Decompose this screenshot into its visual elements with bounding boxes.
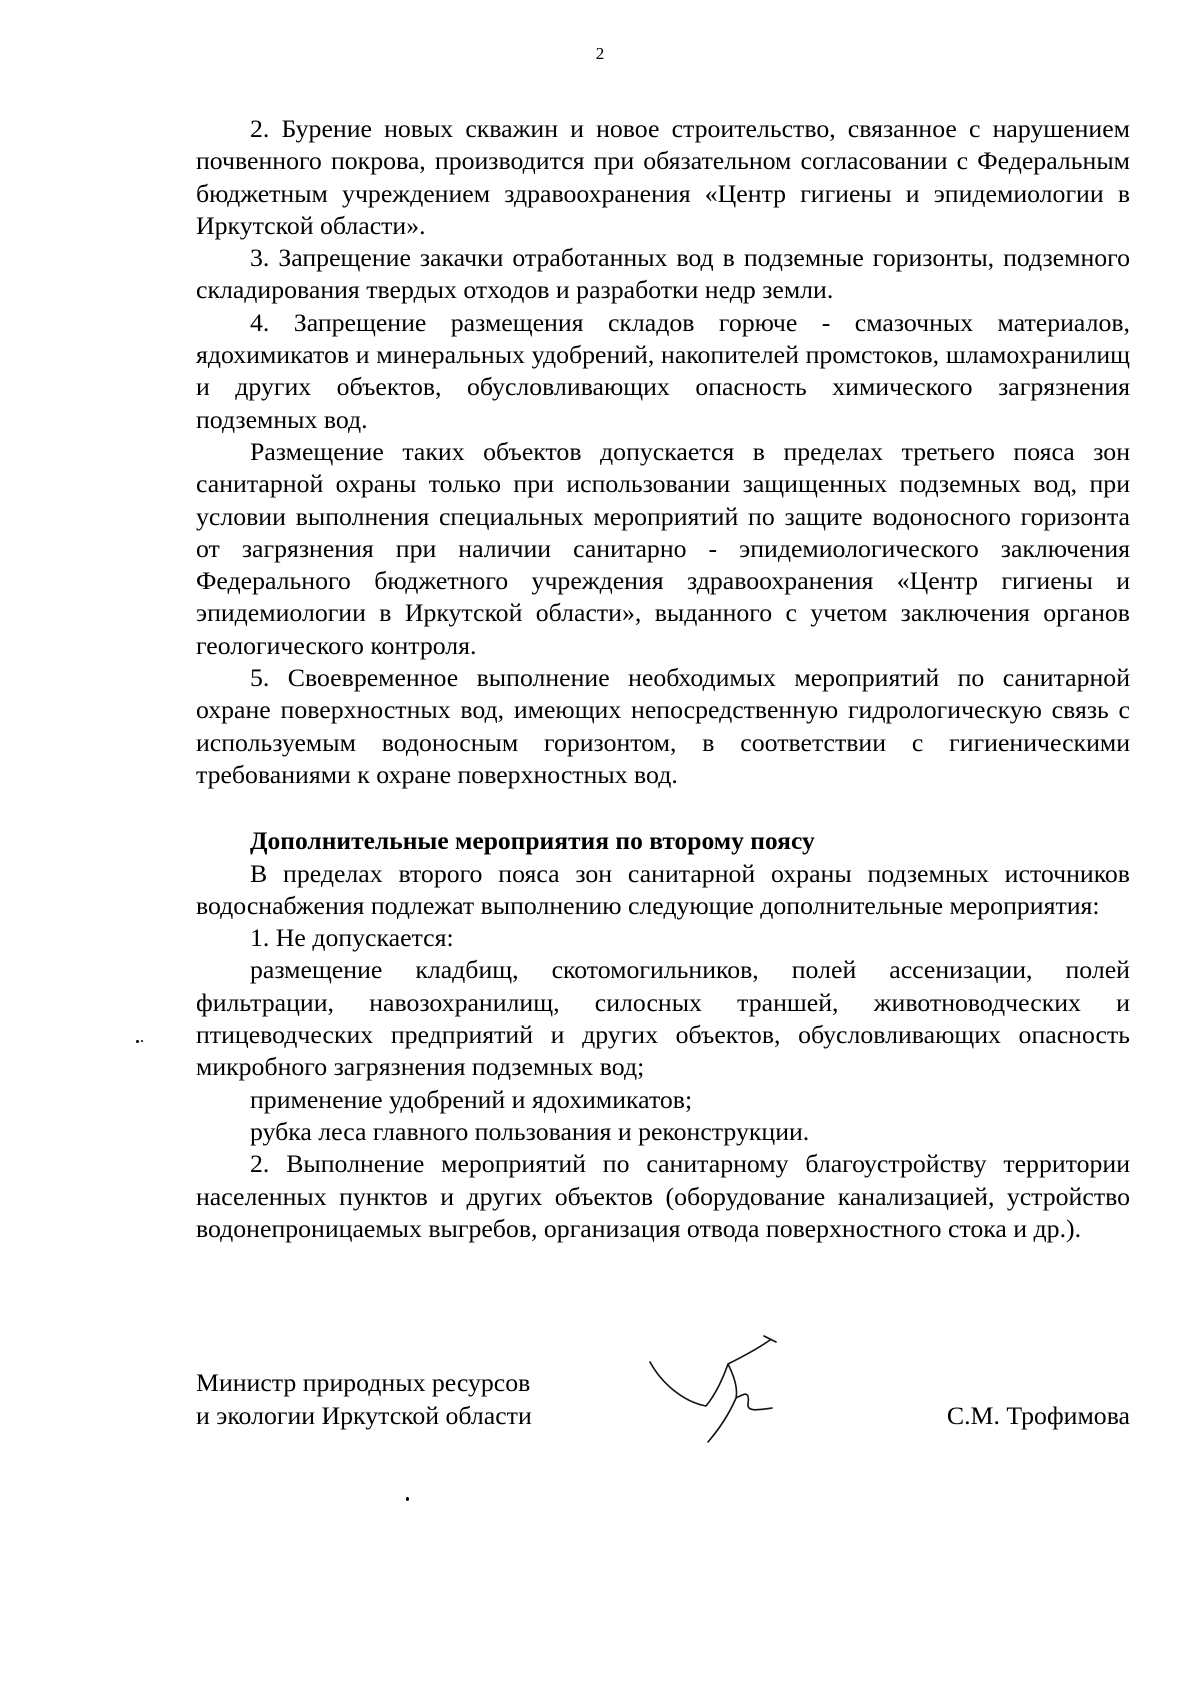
paragraph-item-4: 4. Запрещение размещения складов горюче - смазочных материалов, ядохимикатов и минеральных удобрений, накопителей промстоков, шламохранилищ и других объектов, обусловливающих опасность химического загрязнения подземных вод. <box>196 307 1130 434</box>
section-item-2: 2. Выполнение мероприятий по санитарному благоустройству территории населенных пунктов и других объектов (оборудование канализацией, устройство водонепроницаемых выгребов, организация отвода поверхностного стока и др.). <box>196 1149 1130 1243</box>
section-heading: Дополнительные мероприятия по второму поясу <box>250 826 815 856</box>
paragraph-placement-conditions: Размещение таких объектов допускается в пределах третьего пояса зон санитарной охраны только при использовании защищенных подземных вод, при условии выполнения специальных мероприятий по защите водоносного горизонта от загрязнения при наличии санитарно - эпидемиологического заключения Федерального бюджетного учреждения здравоохранения «Центр гигиены и эпидемиологии в Иркутской области», выданного с учетом заключения органов геологического контроля. <box>196 436 1130 660</box>
section-intro: В пределах второго пояса зон санитарной охраны подземных источников водоснабжения подлежат выполнению следующие дополнительные мероприятия: <box>196 858 1130 920</box>
handwritten-signature <box>644 1332 786 1446</box>
signature-block <box>196 1366 1130 1456</box>
section-prohibited-fertilizers: применение удобрений и ядохимикатов; <box>250 1084 693 1114</box>
section-prohibited-placement: размещение кладбищ, скотомогильников, полей ассенизации, полей фильтрации, навозохранилищ, силосных траншей, животноводческих и птицеводческих предприятий и других объектов, обусловливающих опасность микробного загрязнения подземных вод; <box>196 955 1130 1082</box>
scan-speck <box>141 1040 143 1042</box>
paragraph-item-3: 3. Запрещение закачки отработанных вод в подземные горизонты, подземного складирования твердых отходов и разработки недр земли. <box>196 243 1130 305</box>
signatory-title-line-1: Министр природных ресурсов <box>196 1368 531 1397</box>
document-body <box>196 113 1130 1245</box>
signatory-name: С.М. Трофимова <box>946 1401 1130 1430</box>
paragraph-item-5: 5. Своевременное выполнение необходимых мероприятий по санитарной охране поверхностных вод, имеющих непосредственную гидрологическую связь с используемым водоносным горизонтом, в соответствии с гигиеническими требованиями к охране поверхностных вод. <box>196 663 1130 789</box>
scan-speck <box>136 1040 139 1043</box>
section-prohibited-logging: рубка леса главного пользования и реконструкции. <box>250 1116 810 1146</box>
page-number: 2 <box>595 44 605 63</box>
scan-speck <box>406 1497 409 1501</box>
paragraph-item-2: 2. Бурение новых скважин и новое строительство, связанное с нарушением почвенного покрова, производится при обязательном согласовании с Федеральным бюджетным учреждением здравоохранения «Центр гигиены и эпидемиологии в Иркутской области». <box>196 114 1130 240</box>
signatory-title-line-2: и экологии Иркутской области <box>196 1401 532 1430</box>
signatory-title <box>196 1366 532 1432</box>
section-item-1: 1. Не допускается: <box>250 923 454 953</box>
